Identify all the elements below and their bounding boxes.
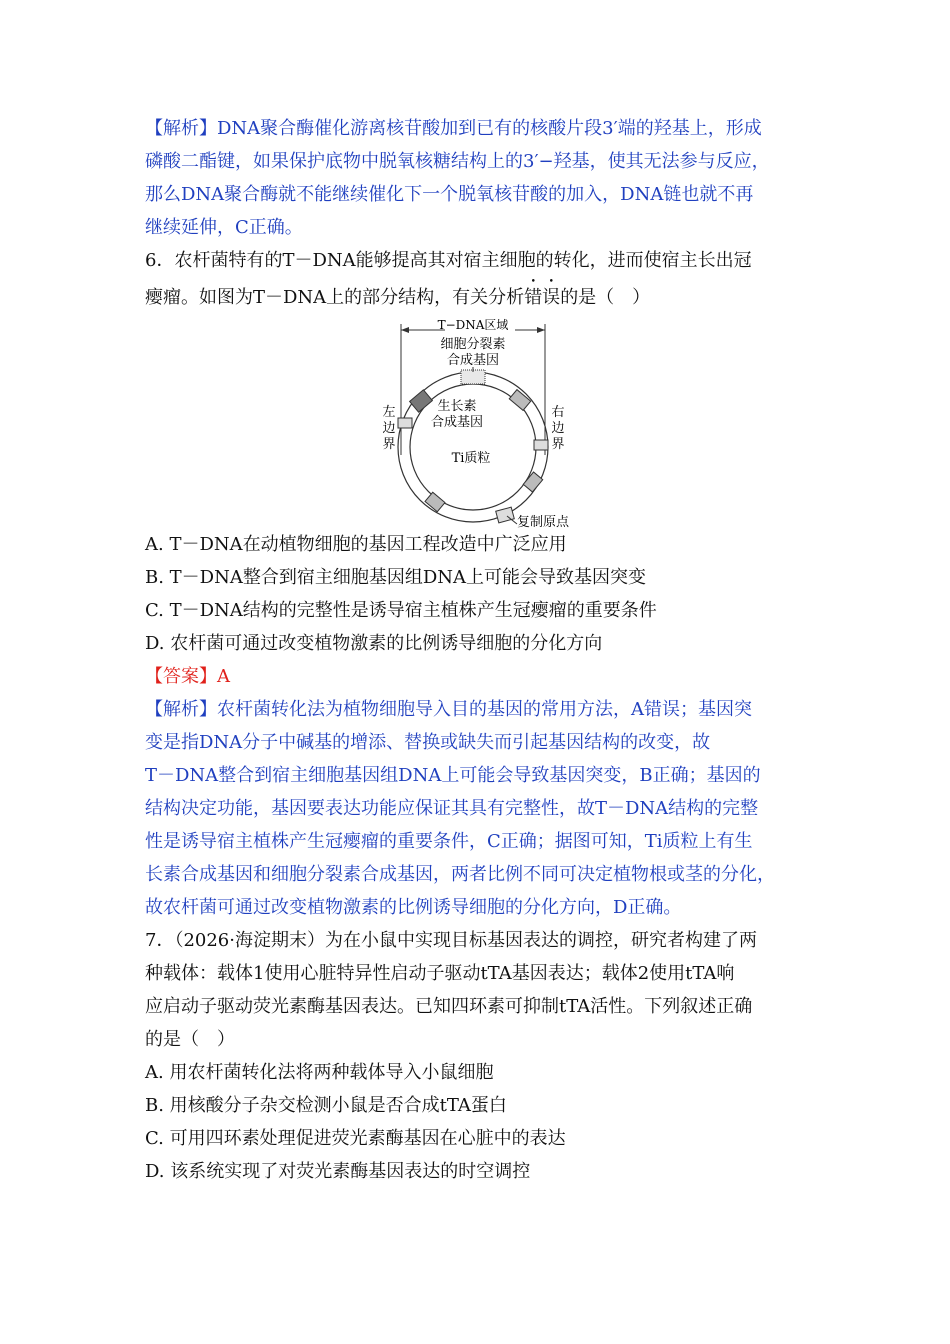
t-dna-region-label: T−DNA区域 [437,318,509,332]
gene-segment [425,492,445,511]
border-segment-left [398,418,412,428]
left-border-label: 左 [382,405,396,420]
answer-tag: 【答案】 [145,666,217,687]
analysis-line: 那么DNA聚合酶就不能继续催化下一个脱氧核苷酸的加入，DNA链也就不再 [145,184,754,205]
analysis-line: 结构决定功能，基因要表达功能应保证其具有完整性，故T－DNA结构的完整 [145,798,759,819]
gene-segment [523,472,542,492]
option-b: B. T－DNA整合到宿主细胞基因组DNA上可能会导致基因突变 [145,567,647,588]
question-6 [145,244,810,924]
option-d: D. 农杆菌可通过改变植物激素的比例诱导细胞的分化方向 [145,633,603,654]
ti-plasmid-diagram [145,310,810,528]
question-stem: 的是（ ） [145,1029,235,1050]
stem-text: 的是（ ） [560,287,651,308]
auxin-gene-segment [410,390,433,412]
answer-value: A [217,666,230,687]
cytokinin-label: 细胞分裂素 [440,337,506,352]
question-7 [145,924,810,1188]
cytokinin-label: 合成基因 [446,353,500,368]
region-arrow-right [537,327,545,333]
question-stem: 种载体：载体1使用心脏特异性启动子驱动tTA基因表达；载体2使用tTA响 [145,963,735,984]
analysis-line: 变是指DNA分子中碱基的增添、替换或缺失而引起基因结构的改变，故 [145,732,711,753]
analysis-text: DNA聚合酶催化游离核苷酸加到已有的核酸片段3′端的羟基上，形成 [217,118,762,139]
replication-origin-label: 复制原点 [516,515,570,528]
document-page [145,112,810,1188]
option-b: B. 用核酸分子杂交检测小鼠是否合成tTA蛋白 [145,1095,507,1116]
analysis-line: 长素合成基因和细胞分裂素合成基因，两者比例不同可决定植物根或茎的分化， [145,864,775,885]
ti-plasmid-label: Ti质粒 [451,451,491,466]
option-a: A. 用农杆菌转化法将两种载体导入小鼠细胞 [145,1062,494,1083]
left-border-label: 边 [382,421,396,436]
option-a: A. T－DNA在动植物细胞的基因工程改造中广泛应用 [145,534,567,555]
option-d: D. 该系统实现了对荧光素酶基因表达的时空调控 [145,1161,531,1182]
question-stem: 应启动子驱动荧光素酶基因表达。已知四环素可抑制tTA活性。下列叙述正确 [145,996,753,1017]
ti-plasmid-figure [145,310,810,528]
analysis-line [145,112,810,145]
analysis-line: 磷酸二酯键，如果保护底物中脱氧核糖结构上的3′−羟基，使其无法参与反应， [145,151,770,172]
right-border-label: 右 [551,405,565,420]
left-border-label: 界 [382,437,396,452]
analysis-tag: 【解析】 [145,699,217,720]
question-stem: 7．（2026·海淀期末）为在小鼠中实现目标基因表达的调控，研究者构建了两 [145,930,757,951]
analysis-line [145,693,810,726]
option-c: C. 可用四环素处理促进荧光素酶基因在心脏中的表达 [145,1128,566,1149]
analysis-q5 [145,112,810,244]
answer-line [145,660,810,693]
analysis-line: 性是诱导宿主植株产生冠瘿瘤的重要条件，C正确；据图可知，Ti质粒上有生 [145,831,753,852]
analysis-text: 农杆菌转化法为植物细胞导入目的基因的常用方法，A错误；基因突 [217,699,752,720]
right-border-label: 界 [551,437,565,452]
analysis-q6 [145,693,810,924]
analysis-line: T－DNA整合到宿主细胞基因组DNA上可能会导致基因突变，B正确；基因的 [145,765,761,786]
option-c: C. T－DNA结构的完整性是诱导宿主植株产生冠瘿瘤的重要条件 [145,600,657,621]
border-segment-right [534,440,548,450]
region-arrow-left [401,327,409,333]
analysis-line: 继续延伸，C正确。 [145,217,303,238]
question-stem [145,277,810,310]
right-border-label: 边 [551,421,565,436]
gene-segment [509,390,531,411]
stem-text: 瘿瘤。如图为T－DNA上的部分结构，有关分析 [145,287,525,308]
question-stem: 6．农杆菌特有的T－DNA能够提高其对宿主细胞的转化，进而使宿主长出冠 [145,250,752,271]
auxin-label: 合成基因 [430,415,484,430]
cytokinin-gene-segment [461,370,485,384]
emphasized-word: 错误 [524,287,561,308]
analysis-tag: 【解析】 [145,118,217,139]
analysis-line: 故农杆菌可通过改变植物激素的比例诱导细胞的分化方向，D正确。 [145,897,682,918]
replication-origin-segment [496,507,515,523]
auxin-label: 生长素 [437,399,477,414]
